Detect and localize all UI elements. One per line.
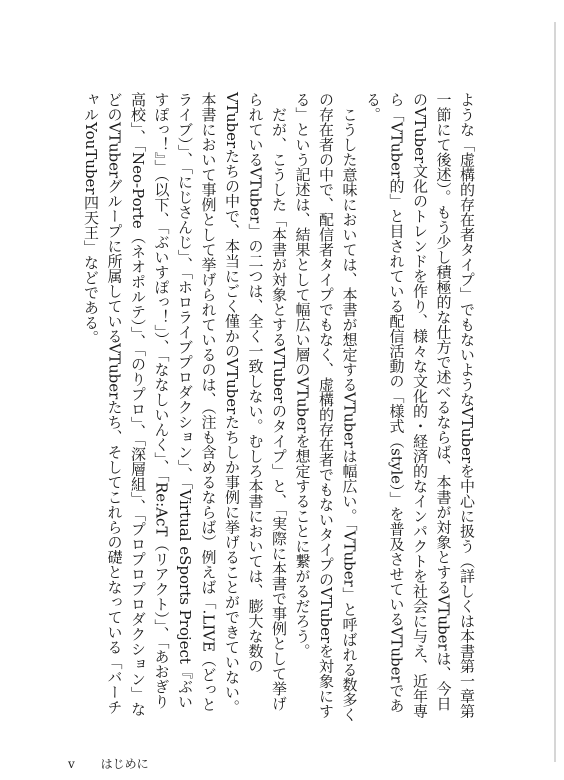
- page-number: v: [68, 757, 75, 771]
- paragraph-3: だが、こうした「本書が対象とするVTuberのタイプ」と、「実際に本書で事例として挙げられているVTuber」の二つは、全く一致しない。むしろ本書においては、膨大な数のVTuberたちの中で、本当にごく僅かのVTuberたちしか事例に挙げることができていない。本書において事例として挙げられているのは、（注も含めるならば）例えば「.LIVE（どっとライブ）」、「にじさんじ」、「ホロライブプロダクション」、「Virtual eSports Project『ぶいすぽっ！』」（以下、「ぶいすぽっ！」）、「ななしいんく」、「Re:AcT（リアクト）」、「あおぎり高校」、「Neo-Porte（ネオポルテ）」、「のりプロ」、「深層組」、「プロプロプロダクション」などのVTuberグループに所属しているVTuberたち、そしてこれらの礎となっている「バーチャルYouTuber四天王」などである。: [82, 92, 288, 717]
- body-text: [78, 92, 478, 722]
- page-footer: [68, 755, 149, 772]
- paragraph-1: ような「虚構的存在者タイプ」でもないようなVTuberを中心に扱う（詳しくは本書第一章第一節にて後述）。もう少し積極的な仕方で述べるならば、本書が対象とするVTuberは、今日のVTuber文化のトレンドを作り、様々な文化的・経済的なインパクトを社会に与え、近年専ら「VTuber的」と目されている配信活動の「様式（style）」を普及させているVTuberである。: [364, 92, 476, 719]
- paragraph-2: こうした意味においては、本書が想定するVTuberは幅広い。「VTuber」と呼ばれる数多くの存在者の中で、配信者タイプでもなく、虚構的存在者でもないタイプのVTuberを対象にする」という記述は、結果として幅広い層のVTuberを想定することに繋がるだろう。: [293, 92, 359, 722]
- page-edge: [554, 22, 556, 762]
- running-title: はじめに: [100, 757, 149, 771]
